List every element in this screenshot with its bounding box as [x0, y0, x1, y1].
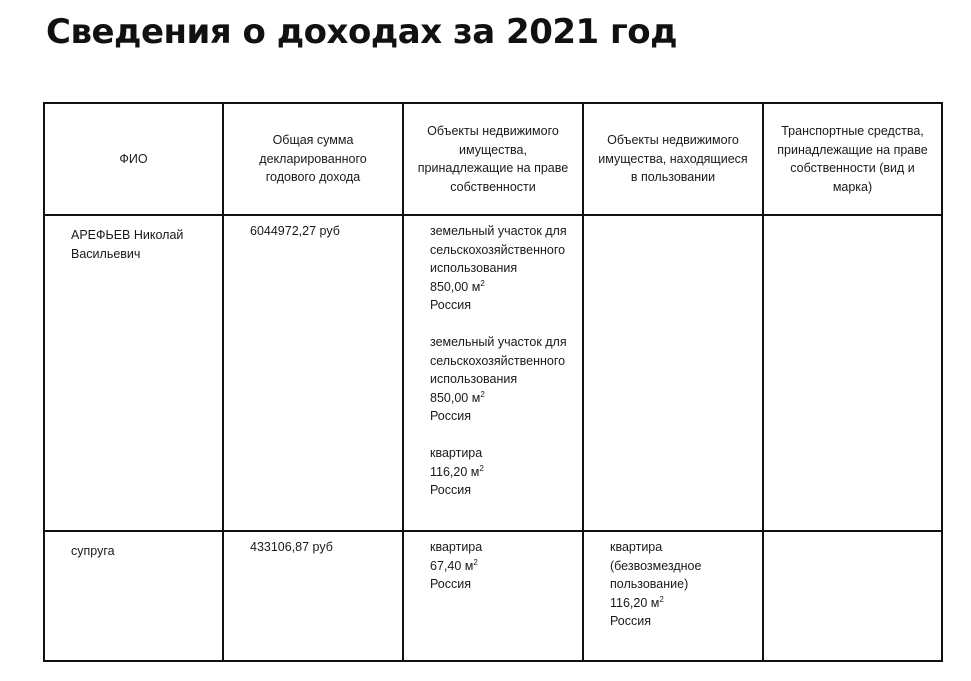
- property-country: Россия: [430, 298, 471, 312]
- property-country: Россия: [430, 577, 471, 591]
- cell-income: 433106,87 руб: [223, 531, 403, 661]
- header-used-property: Объекты недвижимого имущества, находящиеся в пользовании: [583, 103, 763, 215]
- cell-used-property: [583, 531, 763, 661]
- property-area: 116,20 м: [430, 464, 480, 479]
- header-fio: ФИО: [44, 103, 223, 215]
- property-country: Россия: [610, 614, 651, 628]
- property-item: [430, 444, 578, 500]
- cell-owned-property: [403, 531, 583, 661]
- header-vehicles: Транспортные средства, принадлежащие на праве собственности (вид и марка): [763, 103, 942, 215]
- area-unit-exponent: 2: [480, 389, 485, 399]
- property-item: [430, 222, 578, 315]
- area-unit-exponent: 2: [473, 557, 478, 567]
- table-row: [44, 215, 942, 531]
- area-unit-exponent: 2: [479, 463, 484, 473]
- property-type: земельный участок для сельскохозяйственного использования: [430, 224, 567, 275]
- cell-income: 6044972,27 руб: [223, 215, 403, 531]
- cell-vehicles: [763, 531, 942, 661]
- property-area: 116,20 м: [610, 595, 660, 610]
- property-usage-note: (безвозмездное пользование): [610, 558, 702, 591]
- area-unit-exponent: 2: [480, 278, 485, 288]
- header-owned-property: Объекты недвижимого имущества, принадлежащие на праве собственности: [403, 103, 583, 215]
- table-header-row: [44, 103, 942, 215]
- property-type: земельный участок для сельскохозяйственного использования: [430, 335, 567, 386]
- page-title: Сведения о доходах за 2021 год: [46, 12, 678, 52]
- cell-owned-property: [403, 215, 583, 531]
- property-country: Россия: [430, 409, 471, 423]
- cell-name: АРЕФЬЕВ Николай Васильевич: [44, 215, 223, 531]
- property-country: Россия: [430, 483, 471, 497]
- property-area: 67,40 м: [430, 558, 474, 573]
- property-item: [430, 333, 578, 426]
- income-declaration-table: [43, 102, 943, 662]
- area-unit-exponent: 2: [659, 594, 664, 604]
- property-item: [430, 538, 578, 594]
- property-type: квартира: [430, 540, 483, 554]
- property-area: 850,00 м: [430, 279, 481, 294]
- property-area-line: [430, 389, 578, 408]
- property-type: квартира: [610, 540, 663, 554]
- property-area-line: [430, 557, 578, 576]
- property-area-line: [430, 463, 578, 482]
- header-income: Общая сумма декларированного годового дохода: [223, 103, 403, 215]
- property-area: 850,00 м: [430, 390, 481, 405]
- cell-name: супруга: [44, 531, 223, 661]
- cell-used-property: [583, 215, 763, 531]
- property-item: [610, 538, 758, 631]
- property-type: квартира: [430, 446, 483, 460]
- table-row: [44, 531, 942, 661]
- property-area-line: [430, 278, 578, 297]
- cell-vehicles: [763, 215, 942, 531]
- property-area-line: [610, 594, 758, 613]
